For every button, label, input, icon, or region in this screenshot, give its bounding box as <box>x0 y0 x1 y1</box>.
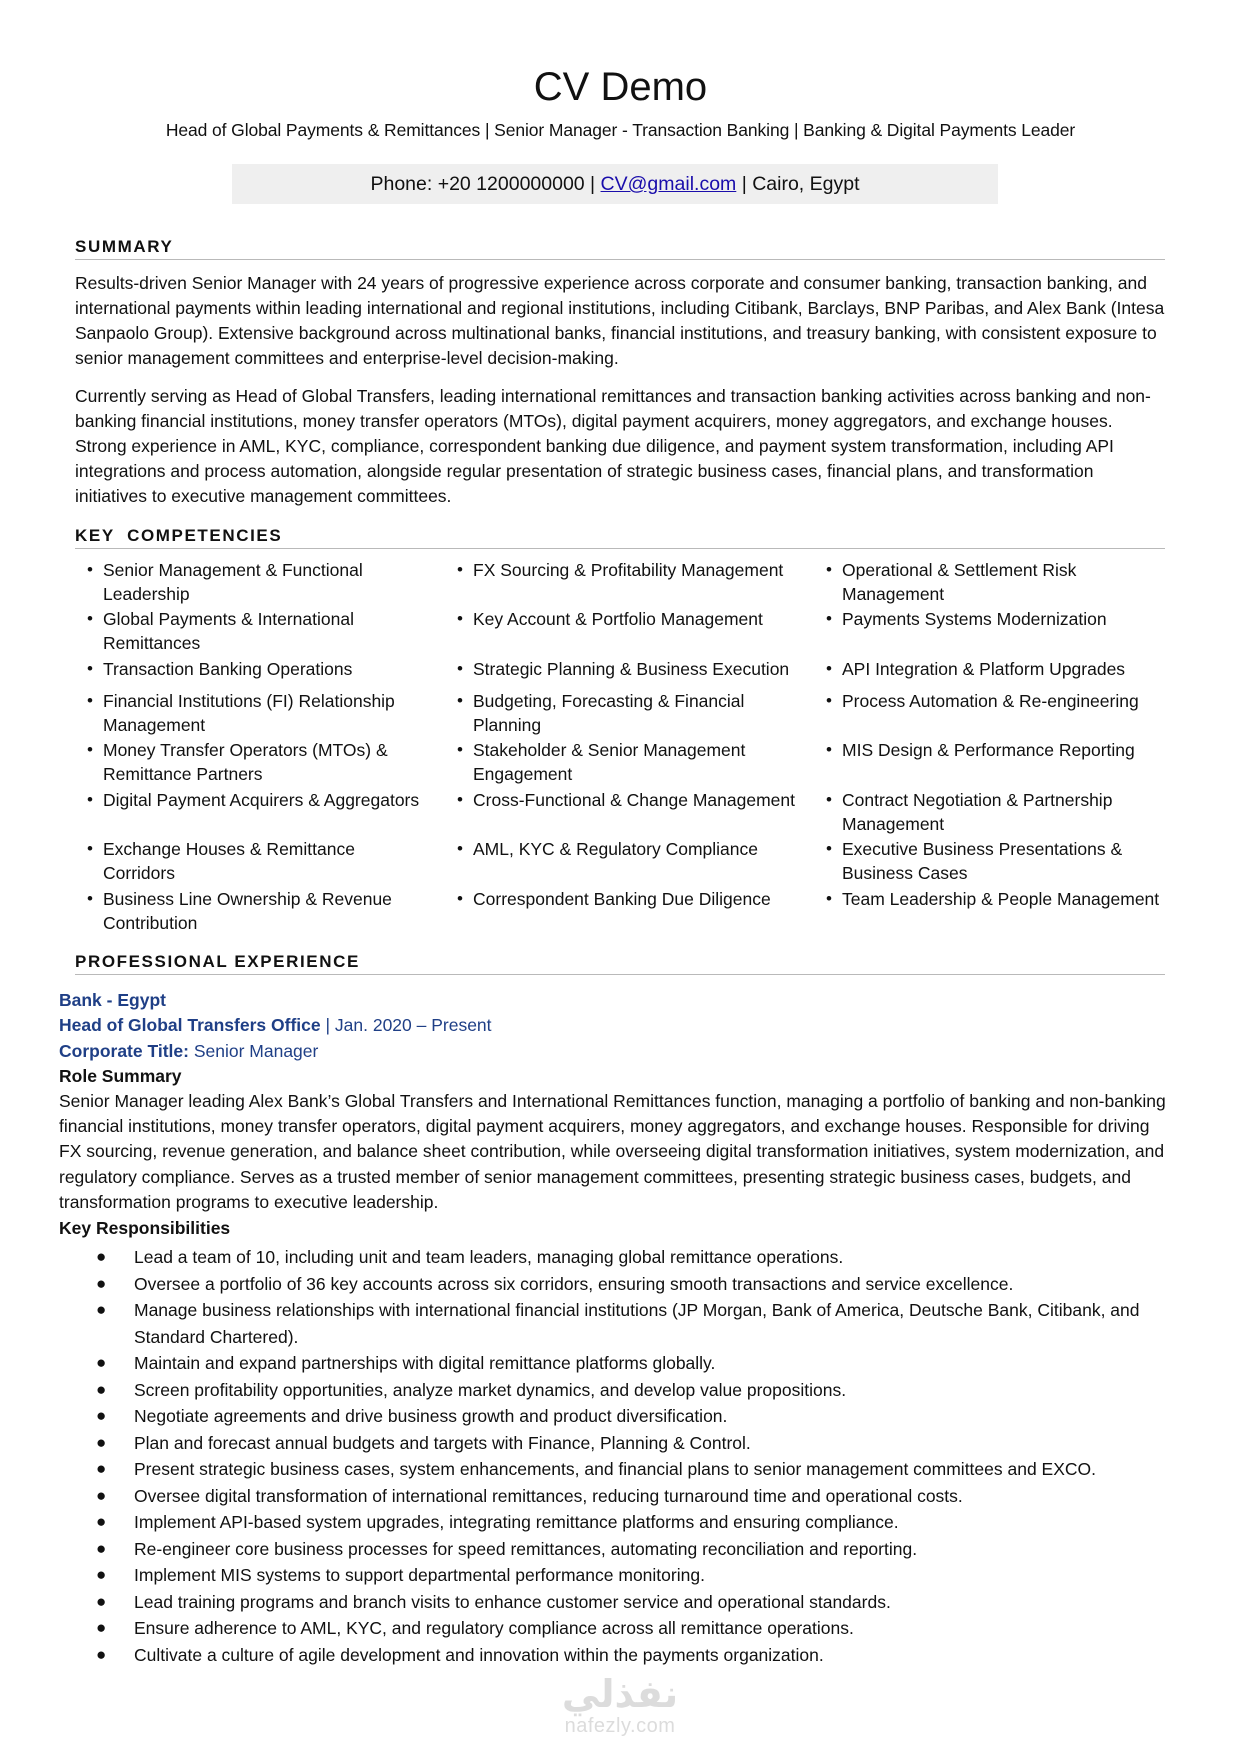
responsibility-item: ● Maintain and expand partnerships with digital remittance platforms globally. <box>59 1350 1179 1377</box>
competency-item: • Contract Negotiation & Partnership Management <box>826 790 1113 834</box>
bullet-icon: ● <box>96 1353 107 1372</box>
job-title-line <box>59 1013 492 1037</box>
competency-item: • Strategic Planning & Business Execution <box>457 659 790 679</box>
bullet-icon: • <box>457 691 463 710</box>
bullet-icon: • <box>457 659 463 678</box>
bullet-icon: • <box>826 839 832 858</box>
bullet-icon: • <box>826 691 832 710</box>
bullet-icon: • <box>457 839 463 858</box>
responsibility-item: ● Implement API-based system upgrades, integrating remittance platforms and ensuring compliance. <box>59 1509 1179 1536</box>
section-title-competencies: KEY COMPETENCIES <box>75 525 1165 549</box>
email-link[interactable]: CV@gmail.com <box>600 173 737 195</box>
competency-item: • Business Line Ownership & Revenue Contribution <box>87 889 392 933</box>
bullet-icon: ● <box>96 1247 107 1266</box>
competency-item: • FX Sourcing & Profitability Management <box>457 560 784 580</box>
competency-item: • Money Transfer Operators (MTOs) & Remittance Partners <box>87 740 388 784</box>
bullet-icon: ● <box>96 1512 107 1531</box>
corporate-title-value: Senior Manager <box>188 1041 319 1061</box>
contact-separator: | <box>584 173 601 195</box>
bullet-icon: • <box>457 790 463 809</box>
bullet-icon: • <box>87 659 93 678</box>
competency-item: • Global Payments & International Remittances <box>87 609 354 653</box>
responsibility-item: ● Implement MIS systems to support departmental performance monitoring. <box>59 1562 1179 1589</box>
candidate-name: CV Demo <box>533 65 708 109</box>
contact-bar <box>232 164 998 204</box>
phone-text: Phone: +20 1200000000 <box>370 173 585 195</box>
job-dates: Jan. 2020 – Present <box>334 1015 492 1035</box>
bullet-icon: • <box>87 889 93 908</box>
bullet-icon: ● <box>96 1485 107 1505</box>
competency-item: • Senior Management & Functional Leadership <box>87 560 363 604</box>
responsibility-item: ● Oversee a portfolio of 36 key accounts across six corridors, ensuring smooth transactions and service excellence. <box>59 1271 1179 1298</box>
bullet-icon: • <box>826 889 832 908</box>
bullet-icon: ● <box>96 1644 107 1664</box>
nafezly-watermark <box>540 1675 700 1737</box>
watermark-domain: nafezly.com <box>564 1715 676 1737</box>
section-title-experience: PROFESSIONAL EXPERIENCE <box>75 951 1165 975</box>
responsibility-item: ● Manage business relationships with international financial institutions (JP Morgan, Bank of America, Deutsche Bank, Citibank, and Standard Chartered). <box>59 1297 1184 1350</box>
bullet-icon: ● <box>96 1618 107 1637</box>
bullet-icon: ● <box>96 1300 107 1319</box>
responsibility-item: ● Negotiate agreements and drive business growth and product diversification. <box>59 1403 1179 1430</box>
summary-paragraph-2: Currently serving as Head of Global Transfers, leading international remittances and transaction banking activities across banking and non-banking financial institutions, money transfer operators (MTOs), digital payment acquirers, money aggregators, and exchange houses. Strong experience in AML, KYC, compliance, correspondent banking due diligence, and payment system transformation, including API integrations and process automation, alongside regular presentation of strategic business cases, financial plans, and transformation initiatives to executive management committees. <box>75 386 1151 506</box>
competency-item: • Process Automation & Re-engineering <box>826 691 1139 711</box>
competency-item: • Operational & Settlement Risk Management <box>826 560 1077 604</box>
competency-item: • Cross-Functional & Change Management <box>457 790 795 810</box>
bullet-icon: • <box>826 659 832 678</box>
competency-item: • Financial Institutions (FI) Relationship Management <box>87 691 395 735</box>
role-summary-heading: Role Summary <box>59 1066 182 1086</box>
competency-item: • MIS Design & Performance Reporting <box>826 740 1135 760</box>
bullet-icon: • <box>87 740 93 759</box>
responsibility-item: ● Screen profitability opportunities, analyze market dynamics, and develop value propositions. <box>59 1377 1179 1404</box>
bullet-icon: • <box>87 839 93 858</box>
bullet-icon: ● <box>96 1406 107 1425</box>
competency-item: • Digital Payment Acquirers & Aggregators <box>87 790 420 810</box>
bullet-icon: ● <box>96 1591 107 1611</box>
competency-item: • Payments Systems Modernization <box>826 609 1107 629</box>
bullet-icon: • <box>457 889 463 908</box>
bullet-icon: • <box>87 560 93 579</box>
competency-item: • API Integration & Platform Upgrades <box>826 659 1126 679</box>
summary-paragraph-1: Results-driven Senior Manager with 24 years of progressive experience across corporate and consumer banking, transaction banking, and international payments within leading international and regional institutions, including Citibank, Barclays, BNP Paribas, and Alex Bank (Intesa Sanpaolo Group). Extensive background across multinational banks, financial institutions, and treasury banking, with consistent exposure to senior management committees and enterprise-level decision-making. <box>75 273 1165 368</box>
responsibilities-list <box>59 1244 1179 1668</box>
responsibility-item: ● Ensure adherence to AML, KYC, and regulatory compliance across all remittance operations. <box>59 1615 1179 1642</box>
bullet-icon: ● <box>96 1432 107 1452</box>
corporate-title-line <box>59 1039 318 1063</box>
responsibility-item: ● Lead a team of 10, including unit and team leaders, managing global remittance operations. <box>59 1244 1179 1271</box>
responsibility-item: ● Lead training programs and branch visits to enhance customer service and operational standards. <box>59 1589 1179 1616</box>
responsibilities-heading: Key Responsibilities <box>59 1218 231 1238</box>
responsibility-item: ● Oversee digital transformation of international remittances, reducing turnaround time and operational costs. <box>59 1483 1179 1510</box>
responsibility-item: ● Cultivate a culture of agile development and innovation within the payments organization. <box>59 1642 1179 1669</box>
bullet-icon: • <box>87 790 93 809</box>
competency-item: • Team Leadership & People Management <box>826 889 1160 909</box>
bullet-icon: ● <box>96 1538 107 1558</box>
corporate-title-label: Corporate Title: <box>59 1041 189 1061</box>
bullet-icon: • <box>826 560 832 579</box>
competency-item: • Exchange Houses & Remittance Corridors <box>87 839 355 883</box>
professional-headline: Head of Global Payments & Remittances | Senior Manager - Transaction Banking | Banking & Digital Payments Leader <box>165 120 1076 140</box>
location-text: Cairo, Egypt <box>752 173 860 195</box>
role-summary-text: Senior Manager leading Alex Bank’s Global Transfers and International Remittances function, managing a portfolio of banking and non-banking financial institutions, money transfer operators, digital payment acquirers, money aggregators, and exchange houses. Responsible for driving FX sourcing, revenue generation, and balance sheet contribution, while overseeing digital transformation initiatives, system modernization, and regulatory compliance. Serves as a trusted member of senior management committees, presenting strategic business cases, budgets, and transformation programs to executive leadership. <box>59 1091 1166 1212</box>
responsibility-item: ● Plan and forecast annual budgets and targets with Finance, Planning & Control. <box>59 1430 1179 1457</box>
bullet-icon: ● <box>96 1565 107 1584</box>
competency-item: • AML, KYC & Regulatory Compliance <box>457 839 758 859</box>
bullet-icon: ● <box>96 1459 107 1478</box>
employer-name: Bank - Egypt <box>59 990 166 1010</box>
competency-item: • Transaction Banking Operations <box>87 659 353 679</box>
watermark-arabic-logo: نفذلي <box>561 1674 679 1716</box>
bullet-icon: • <box>826 790 832 809</box>
bullet-icon: • <box>826 740 832 759</box>
contact-separator: | <box>736 173 753 195</box>
bullet-icon: ● <box>96 1379 107 1399</box>
competency-item: • Key Account & Portfolio Management <box>457 609 763 629</box>
competency-item: • Executive Business Presentations & Business Cases <box>826 839 1123 883</box>
job-title: Head of Global Transfers Office <box>59 1015 321 1035</box>
bullet-icon: • <box>457 560 463 579</box>
bullet-icon: • <box>87 691 93 710</box>
bullet-icon: • <box>457 740 463 759</box>
bullet-icon: ● <box>96 1273 107 1293</box>
date-separator: | <box>320 1015 335 1035</box>
competency-item: • Correspondent Banking Due Diligence <box>457 889 771 909</box>
bullet-icon: • <box>87 609 93 628</box>
responsibility-item: ● Present strategic business cases, system enhancements, and financial plans to senior management committees and EXCO. <box>59 1456 1179 1483</box>
responsibility-item: ● Re-engineer core business processes for speed remittances, automating reconciliation and reporting. <box>59 1536 1179 1563</box>
bullet-icon: • <box>457 609 463 628</box>
section-title-summary: SUMMARY <box>75 236 1165 260</box>
competency-item: • Budgeting, Forecasting & Financial Planning <box>457 691 745 735</box>
competency-item: • Stakeholder & Senior Management Engagement <box>457 740 746 784</box>
bullet-icon: • <box>826 609 832 628</box>
